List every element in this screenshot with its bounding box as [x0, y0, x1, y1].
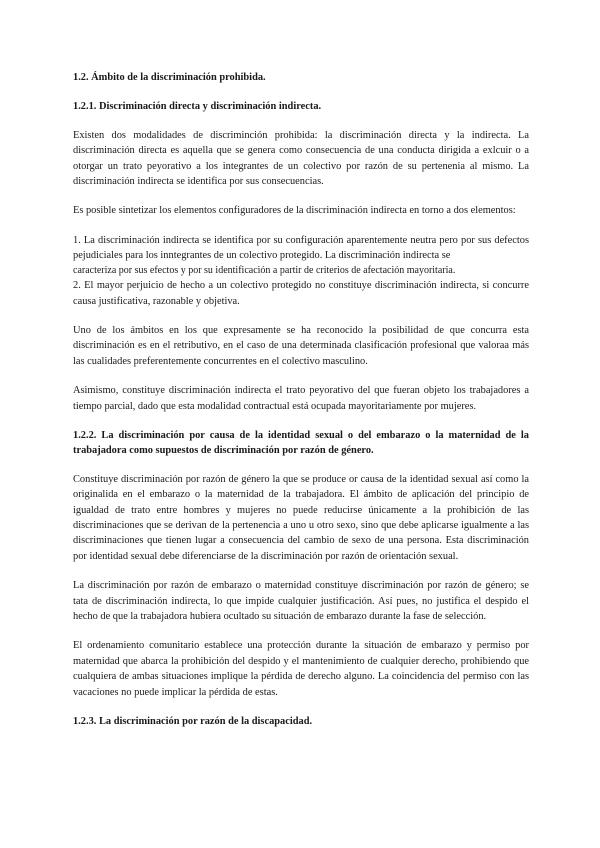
- paragraph-retributivo: Uno de los ámbitos en los que expresamente se ha reconocido la posibilidad de que concurra esta discriminación es en el retributivo, en el caso de una determinada clasificación profesional que valoraa más las cualidades preferentemente concurrentes en el colectivo masculino.: [73, 324, 529, 367]
- section-heading-1-2-3: 1.2.3. La discriminación por razón de la discapacidad.: [73, 716, 313, 728]
- list-item-2: 2. El mayor perjuicio de hecho a un colectivo protegido no constituye discriminación indirecta, si concurre causa justificativa, razonable y objetiva.: [73, 280, 529, 307]
- section-heading-1-2-1: 1.2.1. Discriminación directa y discriminación indirecta.: [73, 101, 322, 113]
- paragraph-sintetizar: Es posible sintetizar los elementos configuradores de la discriminación indirecta en torno a dos elementos:: [73, 205, 516, 217]
- list-item-1: 1. La discriminación indirecta se identifica por su configuración aparentemente neutra pero por sus defectos pejudiciales para los inntegrantes de un colectivo protegido. La discriminación indirecta se: [73, 234, 529, 262]
- list-item-1-continuation: caracteriza por sus efectos y por su identificación a partir de criterios de afectación mayoritaria.: [73, 264, 456, 276]
- paragraph-tiempo-parcial: Asimismo, constituye discriminación indirecta el trato peyorativo del que fueran objeto los trabajadores a tiempo parcial, dado que esta modalidad contractual está ocupada mayoritariamente por mujeres.: [73, 385, 529, 412]
- document-page: [73, 70, 529, 730]
- section-heading-1-2: 1.2. Ámbito de la discriminación prohibida.: [73, 72, 266, 83]
- paragraph-embarazo: La discriminación por razón de embarazo o maternidad constituye discriminación por razón de género; se tata de discriminación indirecta, lo que impide cualquier justificación. Así pues, no justifica el despido el hecho de que la trabajadora hubiera ocultado su situación de embarazo durante la fase de selección.: [73, 580, 529, 623]
- paragraph-ordenamiento: El ordenamiento comunitario establece una protección durante la situación de embarazo y permiso por maternidad que abarca la prohibición del despido y el mantenimiento de cualquier derecho, prohibiendo que cualquiera de ambas situaciones implique la pérdida de derecho alguno. La coincidencia del permiso con las vacaciones no puede implicar la pérdida de estas.: [73, 640, 529, 698]
- paragraph-modalidades: Existen dos modalidades de discriminción prohibida: la discriminación directa y la indirecta. La discriminación directa es aquella que se genera como consecuencia de una conducta dirigida a exlcuir o a otorgar un trato peyorativo a los integrantes de un colectivo por razón de su pertenenia al mismo. La discriminación indirecta se identifica por sus consecuencias.: [73, 129, 529, 188]
- paragraph-identidad-sexual: Constituye discriminación por razón de género la que se produce or causa de la identidad sexual así como la originalida en el embarazo o la maternidad de la trabajadora. El ámbito de aplicación del principio de igualdad de trato entre hombres y mujeres no puede reducirse únicamente a la prohibición de las discriminaciones que se derivan de la pertenencia a uno u otro sexo, sino que debe aplicarse igualmente a las discriminaciones que tienen lugar a consecuencia del cambio de sexo de una persona. Esta discriminación por identidad sexual debe diferenciarse de la discriminación por razón de orientación sexual.: [73, 473, 529, 562]
- section-heading-1-2-2: 1.2.2. La discriminación por causa de la identidad sexual o del embarazo o la maternidad de la trabajadora como supuestos de discriminación por razón de género.: [73, 430, 529, 457]
